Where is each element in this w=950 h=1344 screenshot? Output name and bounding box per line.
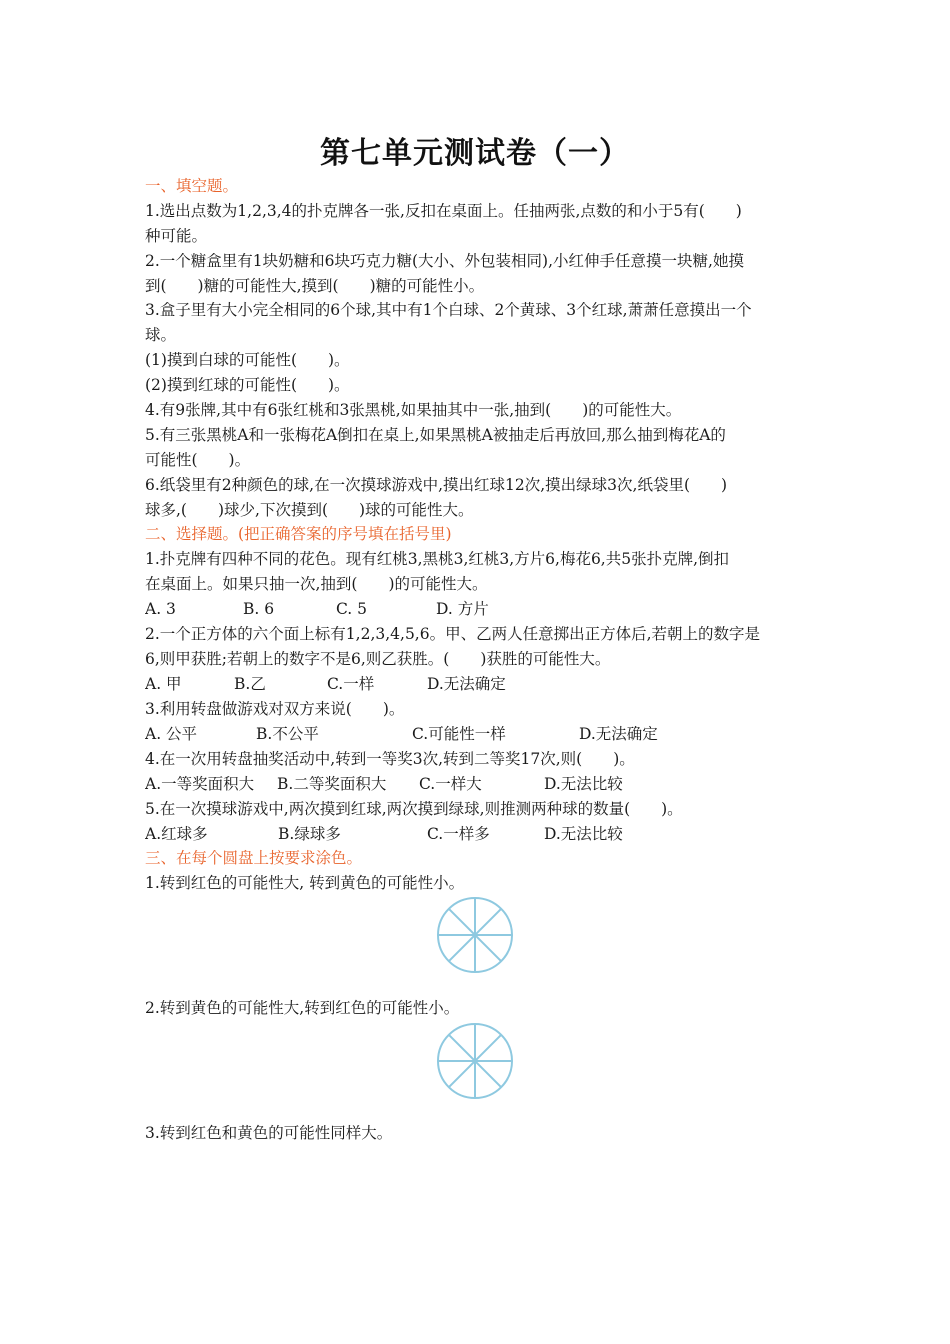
s1-q2-line1: 2.一个糖盒里有1块奶糖和6块巧克力糖(大小、外包装相同),小红伸手任意摸一块糖,她摸 [145, 252, 744, 270]
s1-q5-line1: 5.有三张黑桃A和一张梅花A倒扣在桌上,如果黑桃A被抽走后再放回,那么抽到梅花A的 [145, 426, 726, 444]
s2-q5: 5.在一次摸球游戏中,两次摸到红球,两次摸到绿球,则推测两种球的数量( )。 [145, 800, 683, 818]
option-c: C.一样大 [419, 775, 482, 793]
section-1-heading: 一、填空题。 [145, 177, 239, 195]
option-a: A. 公平 [145, 725, 198, 743]
option-a: A. 3 [145, 600, 176, 618]
s1-q5-line2: 可能性( )。 [145, 451, 251, 469]
option-d: D.无法确定 [579, 725, 658, 743]
s1-q2-line2: 到( )糖的可能性大,摸到( )糖的可能性小。 [145, 277, 485, 295]
option-d: D.无法确定 [427, 675, 506, 693]
s1-q3-sub2: (2)摸到红球的可能性( )。 [145, 376, 350, 394]
s2-q2-line1: 2.一个正方体的六个面上标有1,2,3,4,5,6。甲、乙两人任意掷出正方体后,若朝上的数字是 [145, 625, 761, 643]
spinner-wheel-2[interactable] [436, 1022, 514, 1100]
s3-q3: 3.转到红色和黄色的可能性同样大。 [145, 1124, 393, 1142]
page-title: 第七单元测试卷（一） [320, 136, 630, 171]
s1-q3-sub1: (1)摸到白球的可能性( )。 [145, 351, 350, 369]
option-c: C.一样多 [427, 825, 490, 843]
s1-q3-line1: 3.盒子里有大小完全相同的6个球,其中有1个白球、2个黄球、3个红球,萧萧任意摸出一个 [145, 301, 752, 319]
option-b: B.绿球多 [278, 825, 341, 843]
s2-q1-line1: 1.扑克牌有四种不同的花色。现有红桃3,黑桃3,红桃3,方片6,梅花6,共5张扑克牌,倒扣 [145, 550, 730, 568]
option-a: A. 甲 [145, 675, 182, 693]
s2-q5-options [145, 822, 815, 847]
s1-q6-line1: 6.纸袋里有2种颜色的球,在一次摸球游戏中,摸出红球12次,摸出绿球3次,纸袋里( ) [145, 476, 728, 494]
s3-q2: 2.转到黄色的可能性大,转到红色的可能性小。 [145, 999, 460, 1017]
section-2-heading: 二、选择题。(把正确答案的序号填在括号里) [145, 525, 452, 543]
option-c: C.一样 [327, 675, 375, 693]
s1-q3-line2: 球。 [145, 326, 177, 344]
option-b: B.不公平 [256, 725, 319, 743]
option-b: B.二等奖面积大 [277, 775, 387, 793]
option-b: B. 6 [243, 600, 275, 618]
s2-q4-options [145, 772, 815, 797]
s1-q6-line2: 球多,( )球少,下次摸到( )球的可能性大。 [145, 501, 474, 519]
option-a: A.红球多 [145, 825, 208, 843]
s1-q1-line1: 1.选出点数为1,2,3,4的扑克牌各一张,反扣在桌面上。任抽两张,点数的和小于5有( ) [145, 202, 742, 220]
option-b: B.乙 [234, 675, 266, 693]
s2-q4: 4.在一次用转盘抽奖活动中,转到一等奖3次,转到二等奖17次,则( )。 [145, 750, 635, 768]
s2-q2-options [145, 672, 815, 697]
s2-q2-line2: 6,则甲获胜;若朝上的数字不是6,则乙获胜。( )获胜的可能性大。 [145, 650, 611, 668]
s2-q1-options [145, 597, 815, 622]
section-3-heading: 三、在每个圆盘上按要求涂色。 [145, 849, 363, 867]
option-a: A.一等奖面积大 [145, 775, 255, 793]
s2-q3: 3.利用转盘做游戏对双方来说( )。 [145, 700, 405, 718]
option-d: D.无法比较 [544, 775, 623, 793]
s1-q1-line2: 种可能。 [145, 227, 208, 245]
option-d: D.无法比较 [544, 825, 623, 843]
spinner-wheel-1[interactable] [436, 896, 514, 974]
s3-q1: 1.转到红色的可能性大, 转到黄色的可能性小。 [145, 874, 465, 892]
s1-q4: 4.有9张牌,其中有6张红桃和3张黑桃,如果抽其中一张,抽到( )的可能性大。 [145, 401, 682, 419]
option-d: D. 方片 [436, 600, 489, 618]
s2-q3-options [145, 722, 815, 747]
option-c: C. 5 [336, 600, 368, 618]
s2-q1-line2: 在桌面上。如果只抽一次,抽到( )的可能性大。 [145, 575, 488, 593]
option-c: C.可能性一样 [412, 725, 506, 743]
